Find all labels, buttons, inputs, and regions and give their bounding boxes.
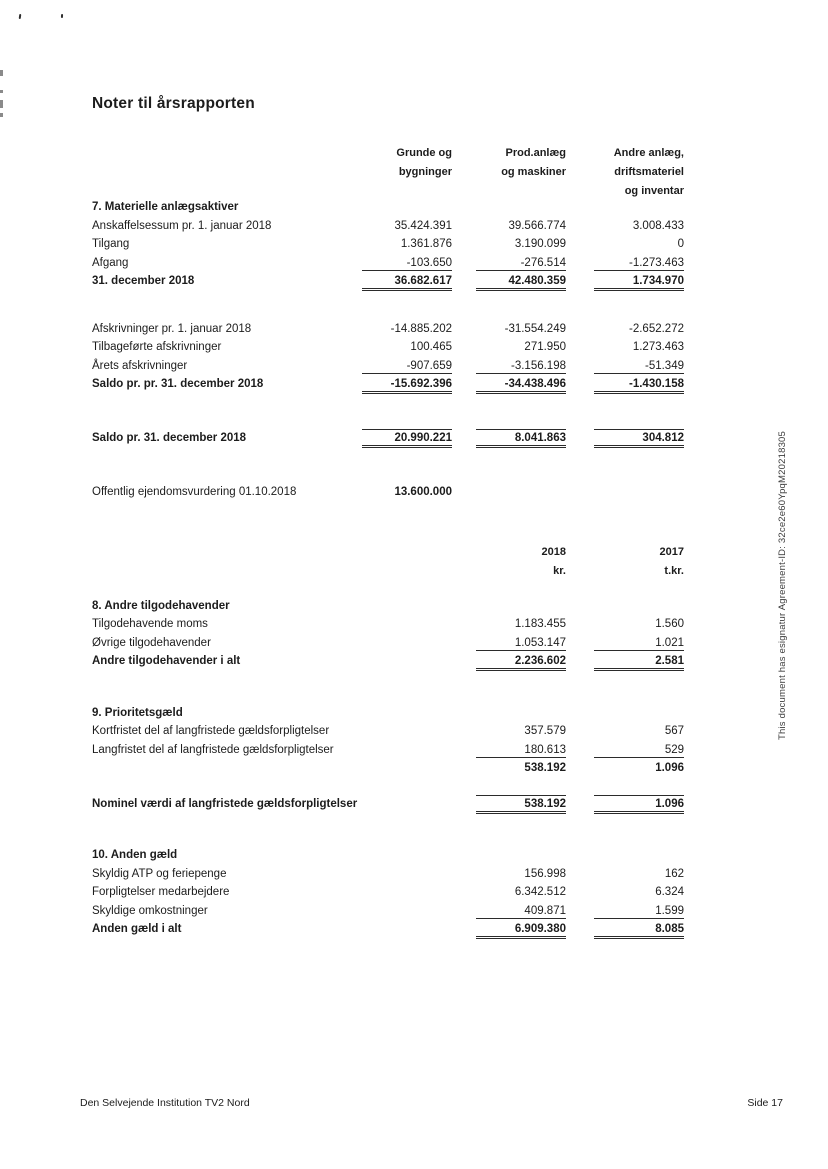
amount-cell: 1.096 (594, 795, 684, 814)
row-label: Tilgodehavende moms (92, 618, 208, 630)
row-label: Saldo pr. 31. december 2018 (92, 431, 247, 444)
row-label: Nominel værdi af langfristede gældsforpligtelser (92, 797, 358, 810)
amount-cell: -34.438.496 (476, 378, 566, 394)
table-row (92, 868, 684, 887)
amount-cell: 6.342.512 (514, 886, 566, 898)
amount-cell: 538.192 (476, 795, 566, 814)
amount-cell: -3.156.198 (476, 360, 566, 374)
column-header-grunde: Grunde og bygninger (396, 147, 452, 178)
amount-cell: 529 (594, 744, 684, 758)
amount-cell: 357.579 (524, 725, 566, 737)
table-row (92, 637, 684, 656)
amount-cell: 162 (664, 867, 684, 880)
row-label: Langfristet del af langfristede gældsforpligtelser (92, 743, 334, 756)
table-row (92, 725, 684, 744)
amount-cell: 35.424.391 (394, 219, 452, 232)
amount-cell: 39.566.774 (508, 219, 566, 232)
amount-cell: 8.041.863 (476, 429, 566, 448)
table-row-total (92, 378, 684, 397)
amount-cell: 1.361.876 (400, 238, 452, 250)
amount-cell: 6.324 (655, 886, 684, 898)
amount-cell: 304.812 (594, 429, 684, 448)
amount-cell: 1.560 (655, 618, 684, 630)
amount-cell: -103.650 (362, 257, 452, 271)
amount-cell: 3.190.099 (514, 238, 566, 250)
row-label: Offentlig ejendomsvurdering 01.10.2018 (92, 486, 297, 498)
amount-cell: 567 (664, 725, 684, 737)
amount-cell: 1.599 (594, 905, 684, 919)
table-row-total (92, 655, 684, 674)
table-row (92, 257, 684, 276)
column-header-prod: Prod.anlæg og maskiner (501, 147, 566, 178)
column-headers (92, 144, 684, 201)
row-label: Skyldige omkostninger (92, 904, 208, 917)
table-row-total (92, 275, 684, 294)
table-row (92, 618, 684, 637)
table-row (92, 905, 684, 924)
row-label: Afskrivninger pr. 1. januar 2018 (92, 322, 252, 335)
scan-artifact (0, 100, 3, 108)
note9-title: 9. Prioritetsgæld (92, 706, 183, 719)
column-header-2018: 2018 kr. (541, 545, 566, 577)
amount-cell: 3.008.433 (632, 219, 684, 232)
footer-page-number: Side 17 (747, 1097, 783, 1109)
amount-cell: 1.096 (655, 762, 684, 774)
table-row (92, 220, 684, 239)
table-row-total (92, 923, 684, 942)
amount-cell: 156.998 (524, 867, 566, 880)
amount-cell: -31.554.249 (504, 322, 566, 335)
amount-cell: 36.682.617 (362, 275, 452, 291)
table-row-subtotal (92, 762, 684, 781)
amount-cell: 20.990.221 (362, 429, 452, 448)
amount-cell: 1.053.147 (476, 637, 566, 651)
row-label: Anskaffelsessum pr. 1. januar 2018 (92, 219, 272, 232)
row-label: 31. december 2018 (92, 275, 195, 287)
column-header-andre: Andre anlæg, driftsmateriel og inventar (613, 147, 684, 197)
note10-title: 10. Anden gæld (92, 849, 178, 861)
scan-artifact (19, 14, 22, 19)
row-label: Tilgang (92, 238, 130, 250)
table-row-valuation (92, 486, 684, 505)
page-footer (80, 1097, 783, 1109)
year-column-headers (92, 543, 684, 581)
amount-cell: 6.909.380 (476, 923, 566, 939)
amount-cell: -1.430.158 (594, 378, 684, 394)
amount-cell: -907.659 (362, 360, 452, 374)
amount-cell: 0 (677, 238, 684, 250)
amount-cell: 2.581 (594, 655, 684, 671)
table-row (92, 360, 684, 379)
amount-cell: -51.349 (594, 360, 684, 374)
amount-cell: 180.613 (476, 744, 566, 758)
amount-cell: -15.692.396 (362, 378, 452, 394)
row-label: Øvrige tilgodehavender (92, 636, 211, 649)
note7-title: 7. Materielle anlægsaktiver (92, 201, 239, 213)
table-row (92, 886, 684, 905)
row-label: Kortfristet del af langfristede gældsforpligtelser (92, 725, 330, 737)
table-row (92, 341, 684, 360)
amount-cell: 409.871 (476, 905, 566, 919)
note8-title: 8. Andre tilgodehavender (92, 599, 230, 612)
amount-cell: 271.950 (524, 341, 566, 353)
amount-cell: 1.183.455 (514, 618, 566, 630)
table-row (92, 238, 684, 257)
notes-content (92, 144, 684, 942)
amount-cell: -276.514 (476, 257, 566, 271)
amount-cell: 100.465 (410, 341, 452, 353)
amount-cell: 1.273.463 (632, 341, 684, 353)
amount-cell: 42.480.359 (476, 275, 566, 291)
amount-cell: 1.021 (594, 637, 684, 651)
amount-cell: -2.652.272 (629, 322, 684, 335)
amount-cell: 1.734.970 (594, 275, 684, 291)
table-row (92, 323, 684, 342)
scan-artifact (0, 90, 3, 93)
row-label: Andre tilgodehavender i alt (92, 655, 241, 667)
scan-artifact (0, 113, 3, 117)
row-label: Afgang (92, 256, 129, 269)
page-title: Noter til årsrapporten (92, 95, 255, 112)
column-header-2017: 2017 t.kr. (659, 545, 684, 577)
row-label: Saldo pr. pr. 31. december 2018 (92, 378, 264, 390)
row-label: Tilbageførte afskrivninger (92, 341, 222, 353)
scan-artifact (0, 70, 3, 76)
scan-artifact (61, 14, 63, 18)
table-row-nominal (92, 795, 684, 814)
amount-cell: 8.085 (594, 923, 684, 939)
amount-cell: -1.273.463 (594, 257, 684, 271)
table-row (92, 744, 684, 763)
footer-company: Den Selvejende Institution TV2 Nord (80, 1097, 250, 1109)
table-row-carrying-amount (92, 429, 684, 448)
amount-cell: 538.192 (524, 762, 566, 774)
amount-cell: 2.236.602 (476, 655, 566, 671)
amount-cell: 13.600.000 (394, 486, 452, 498)
amount-cell: -14.885.202 (390, 322, 452, 335)
esignature-watermark: This document has esignatur Agreement-ID: 32ce2e60YpqM20218305 (777, 430, 788, 740)
row-label: Anden gæld i alt (92, 923, 182, 935)
row-label: Forpligtelser medarbejdere (92, 886, 230, 898)
row-label: Skyldig ATP og feriepenge (92, 867, 227, 880)
row-label: Årets afskrivninger (92, 359, 188, 372)
